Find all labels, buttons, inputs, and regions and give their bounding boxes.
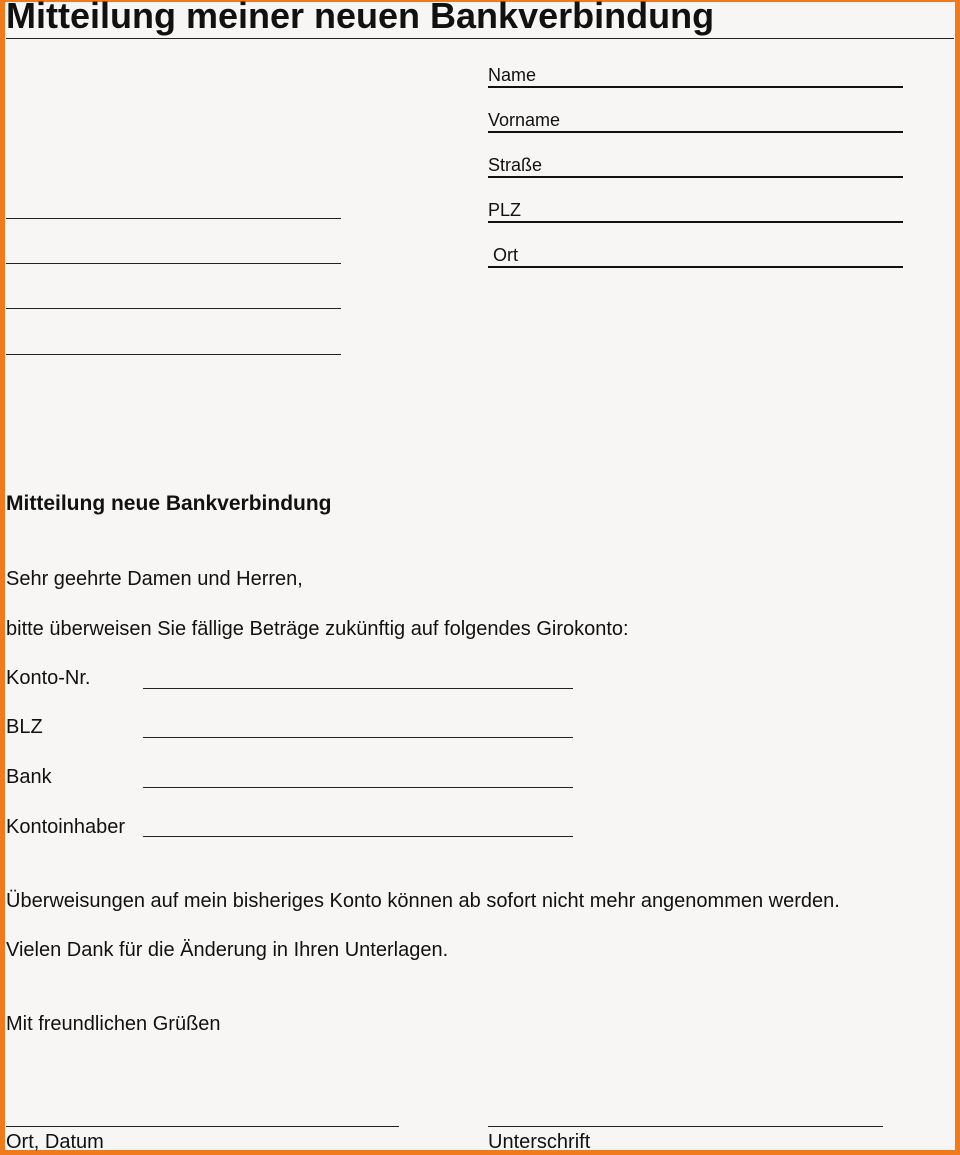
letter-subject: Mitteilung neue Bankverbindung: [6, 492, 332, 515]
notice-text: Überweisungen auf mein bisheriges Konto können ab sofort nicht mehr angenommen werden.: [6, 890, 840, 912]
bank-label: Bank: [6, 766, 52, 788]
kontoinhaber-input-line[interactable]: [143, 836, 573, 837]
ort-label: Ort: [488, 245, 518, 265]
sender-address-line[interactable]: [6, 354, 341, 355]
plz-label: PLZ: [488, 200, 522, 220]
place-date-label: Ort, Datum: [6, 1131, 104, 1153]
strasse-label: Straße: [488, 155, 543, 175]
strasse-field[interactable]: [488, 155, 903, 178]
title-rule: [6, 38, 954, 39]
blz-input-line[interactable]: [143, 737, 573, 738]
name-label: Name: [488, 65, 537, 85]
sender-address-line[interactable]: [6, 263, 341, 264]
signature-label: Unterschrift: [488, 1131, 591, 1153]
bank-input-line[interactable]: [143, 787, 573, 788]
konto-nr-input-line[interactable]: [143, 688, 573, 689]
kontoinhaber-label: Kontoinhaber: [6, 816, 125, 838]
ort-field[interactable]: [488, 245, 903, 268]
document-title: Mitteilung meiner neuen Bankverbindung: [6, 0, 715, 36]
vorname-label: Vorname: [488, 110, 561, 130]
konto-nr-label: Konto-Nr.: [6, 667, 91, 689]
name-field[interactable]: [488, 65, 903, 88]
intro-text: bitte überweisen Sie fällige Beträge zukünftig auf folgendes Girokonto:: [6, 618, 629, 640]
sender-address-line[interactable]: [6, 218, 341, 219]
place-date-line[interactable]: [6, 1126, 399, 1127]
sender-address-line[interactable]: [6, 308, 341, 309]
vorname-field[interactable]: [488, 110, 903, 133]
thanks-text: Vielen Dank für die Änderung in Ihren Unterlagen.: [6, 939, 449, 961]
salutation: Sehr geehrte Damen und Herren,: [6, 568, 303, 590]
signature-line[interactable]: [488, 1126, 883, 1127]
closing-text: Mit freundlichen Grüßen: [6, 1013, 221, 1035]
blz-label: BLZ: [6, 716, 43, 738]
plz-field[interactable]: [488, 200, 903, 223]
